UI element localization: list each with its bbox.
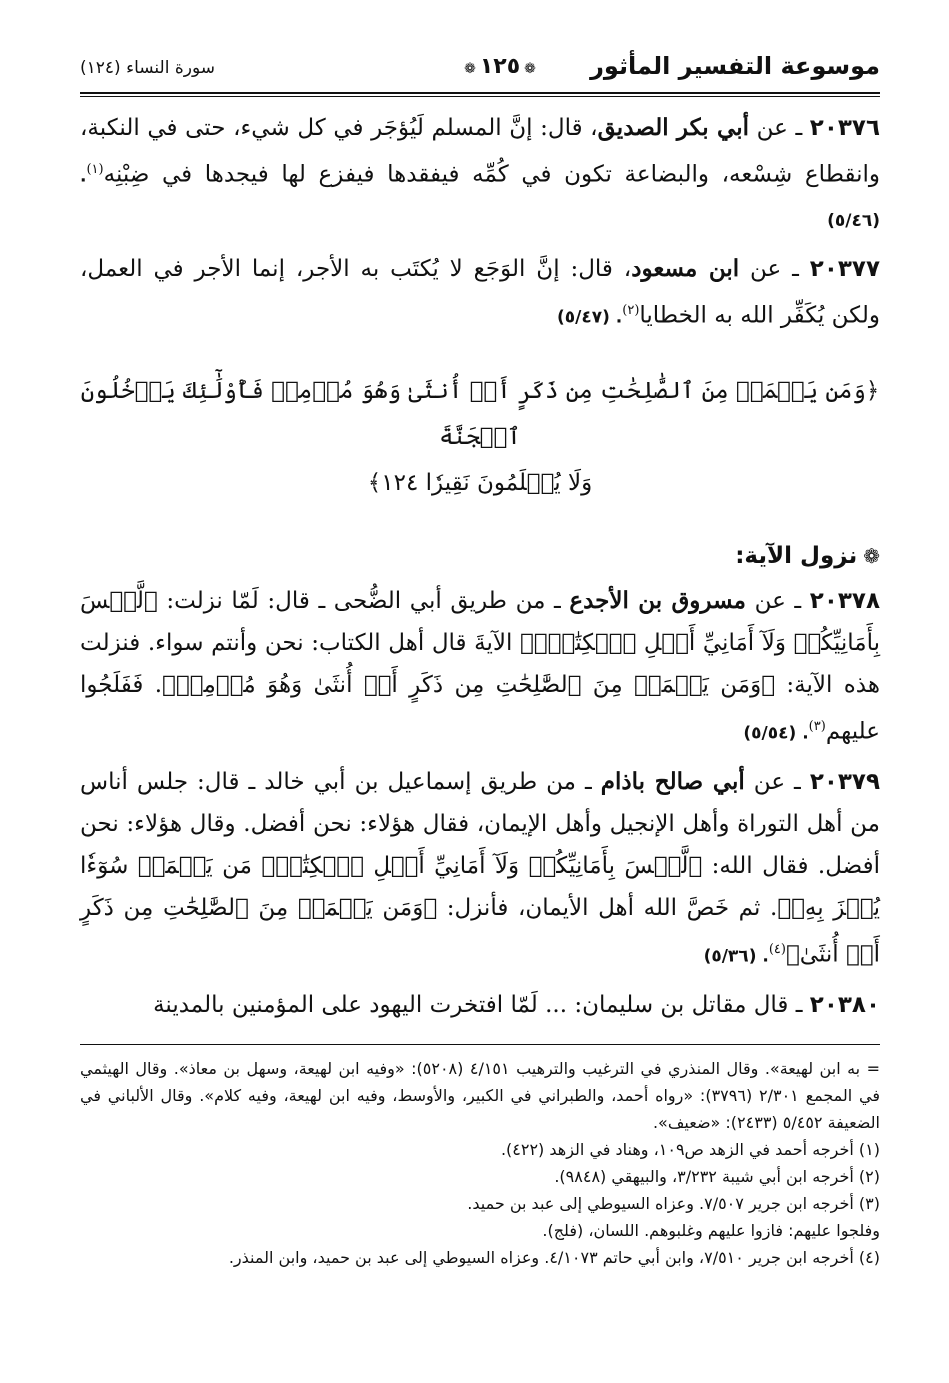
footnote-mark: (٢) xyxy=(622,302,640,318)
volume-reference: . (٥/٥٤) xyxy=(743,723,809,744)
page-header xyxy=(80,52,880,88)
footnote-rule xyxy=(80,1044,880,1045)
section-heading xyxy=(80,536,880,576)
ornament-left-icon: ❁ xyxy=(464,61,476,77)
entry-text: ـ من طريق إسماعيل بن أبي خالد ـ قال: جلس أناس من أهل التوراة وأهل الإنجيل وأهل الإيمان، فقال هؤلاء: نحن أفضل. وقال هؤلاء: نحن أفضل. فقال الله: ﴿لَّيۡسَ بِأَمَانِيِّكُمۡ وَلَآ أَمَانِيِّ أَهۡلِ ٱلۡكِتَٰبِۗ مَن يَعۡمَلۡ سُوٓءٗا يُجۡزَ بِهِۦ﴾. ثم خَصَّ الله أهل الأيمان، فأنزل: ﴿وَمَن يَعۡمَلۡ مِنَ ٱلصَّٰلِحَٰتِ مِن ذَكَرٍ أَوۡ أُنثَىٰ﴾ xyxy=(80,768,880,968)
narrator-name: مسروق بن الأجدع xyxy=(569,587,746,615)
footnote-line: (١) أخرجه أحمد في الزهد ص١٠٩، وهناد في الزهد (٤٢٢). xyxy=(500,1139,880,1159)
footnote-mark: (١) xyxy=(86,162,104,177)
volume-reference: . (٥/٤٦) xyxy=(80,166,880,231)
narrator-name: ابن مسعود xyxy=(631,254,740,282)
surah-label: سورة النساء (١٢٤) xyxy=(80,58,216,78)
verse-line-2: وَلَا يُظۡلَمُونَ نَقِيرٗا ١٢٤﴾ xyxy=(367,470,593,497)
entry-text: ، قال: إنَّ الوَجَع لا يُكتَب به الأجر، إنما الأجر في العمل، ولكن يُكَفِّر الله به الخطايا xyxy=(80,255,880,329)
page-number-group xyxy=(440,54,560,79)
entry-number: ٢٠٣٨٠ xyxy=(809,991,880,1018)
entry-dash: ـ قال xyxy=(746,991,810,1018)
entry-text: مقاتل بن سليمان: ... لَمّا افتخرت اليهود على المؤمنين بالمدينة xyxy=(153,991,747,1018)
narrator-name: أبي صالح باذام xyxy=(600,767,745,795)
verse-line-1: ﴿وَمَن يَعۡمَلۡ مِنَ ٱلصَّٰلِحَٰتِ مِن ذَكَرٍ أَوۡ أُنثَىٰ وَهُوَ مُؤۡمِنٞ فَأُوْلَٰٓئِكَ يَدۡخُلُونَ ٱلۡجَنَّةَ xyxy=(80,378,880,451)
footnote-line: (٣) أخرجه ابن جرير ٧/٥٠٧. وعزاه السيوطي إلى عبد بن حميد. xyxy=(467,1193,880,1213)
footnote-mark: (٣) xyxy=(808,719,826,735)
volume-reference: . (٥/٣٦) xyxy=(703,946,769,967)
hadith-entry xyxy=(80,580,880,755)
entry-number: ٢٠٣٧٩ xyxy=(809,768,881,795)
page-number: ١٢٥ xyxy=(479,54,521,79)
entries-before xyxy=(80,107,880,338)
volume-reference: . (٥/٤٧) xyxy=(556,307,623,328)
hadith-entry xyxy=(80,761,880,978)
footnote-line: = به ابن لهيعة». وقال المنذري في الترغيب والترهيب ٤/١٥١ (٥٢٠٨): «وفيه ابن لهيعة، وسهل بن معاذ». وقال الهيثمي في المجمع ٢/٣٠١ (٣٧٩٦): «رواه أحمد، والطبراني في الكبير، والأوسط، وفيه ابن لهيعة، وفيه كلام». وقال الألباني في الضعيفة ٥/٤٥٢ (٢٤٣٣): «ضعيف». xyxy=(80,1058,881,1132)
footnote-line: وفلجوا عليهم: فازوا عليهم وغلبوهم. اللسان، (فلج). xyxy=(542,1220,880,1240)
footnote-mark: (٤) xyxy=(768,941,786,957)
footnotes xyxy=(80,1055,880,1271)
entry-dash: ـ عن xyxy=(745,588,810,615)
quran-verse xyxy=(80,368,880,506)
entry-dash: ـ عن xyxy=(744,768,810,795)
entry-number: ٢٠٣٧٧ xyxy=(809,255,880,282)
entry-dash: ـ عن xyxy=(739,255,810,282)
hadith-entry xyxy=(80,248,880,339)
narrator-name: أبي بكر الصديق xyxy=(597,114,749,141)
document-page xyxy=(80,52,880,1352)
entry-text: ـ من طريق أبي الضُّحى ـ قال: لَمّا نزلت: ﴿لَّيۡسَ بِأَمَانِيِّكُمۡ وَلَآ أَمَانِيِّ أَهۡلِ ٱلۡكِتَٰبِۗ﴾ الآيةَ قال أهل الكتاب: نحن وأنتم سواء. فنزلت هذه الآية: ﴿وَمَن يَعۡمَلۡ مِنَ ٱلصَّٰلِحَٰتِ مِن ذَكَرٍ أَوۡ أُنثَىٰ وَهُوَ مُؤۡمِنٞ﴾. فَفَلَجُوا عليهم xyxy=(80,588,880,745)
book-title: موسوعة التفسير المأثور xyxy=(590,52,880,80)
entries-after xyxy=(80,580,880,1025)
header-rule xyxy=(80,92,880,97)
footnote-line: (٤) أخرجه ابن جرير ٧/٥١٠، وابن أبي حاتم ٤/١٠٧٣. وعزاه السيوطي إلى عبد بن حميد، وابن المنذر. xyxy=(228,1247,880,1267)
flower-ornament-icon: ❁ xyxy=(863,544,880,569)
entry-text: ، قال: إنَّ المسلم لَيُؤجَر في كل شيء، حتى في النكبة، وانقطاع شِسْعه، والبضاعة تكون في كُمِّه فيفقدها فيفزع لها فيجدها في ضِبْنِه xyxy=(80,115,880,188)
section-heading-label: نزول الآية: xyxy=(735,543,858,570)
hadith-entry xyxy=(80,107,880,242)
footnote-line: (٢) أخرجه ابن أبي شيبة ٣/٢٣٢، والبيهقي (٩٨٤٨). xyxy=(554,1166,880,1186)
entry-dash: ـ عن xyxy=(748,115,810,141)
hadith-entry xyxy=(80,984,880,1026)
entry-number: ٢٠٣٧٦ xyxy=(809,115,880,141)
ornament-right-icon: ❁ xyxy=(524,61,536,77)
entry-number: ٢٠٣٧٨ xyxy=(809,588,880,615)
